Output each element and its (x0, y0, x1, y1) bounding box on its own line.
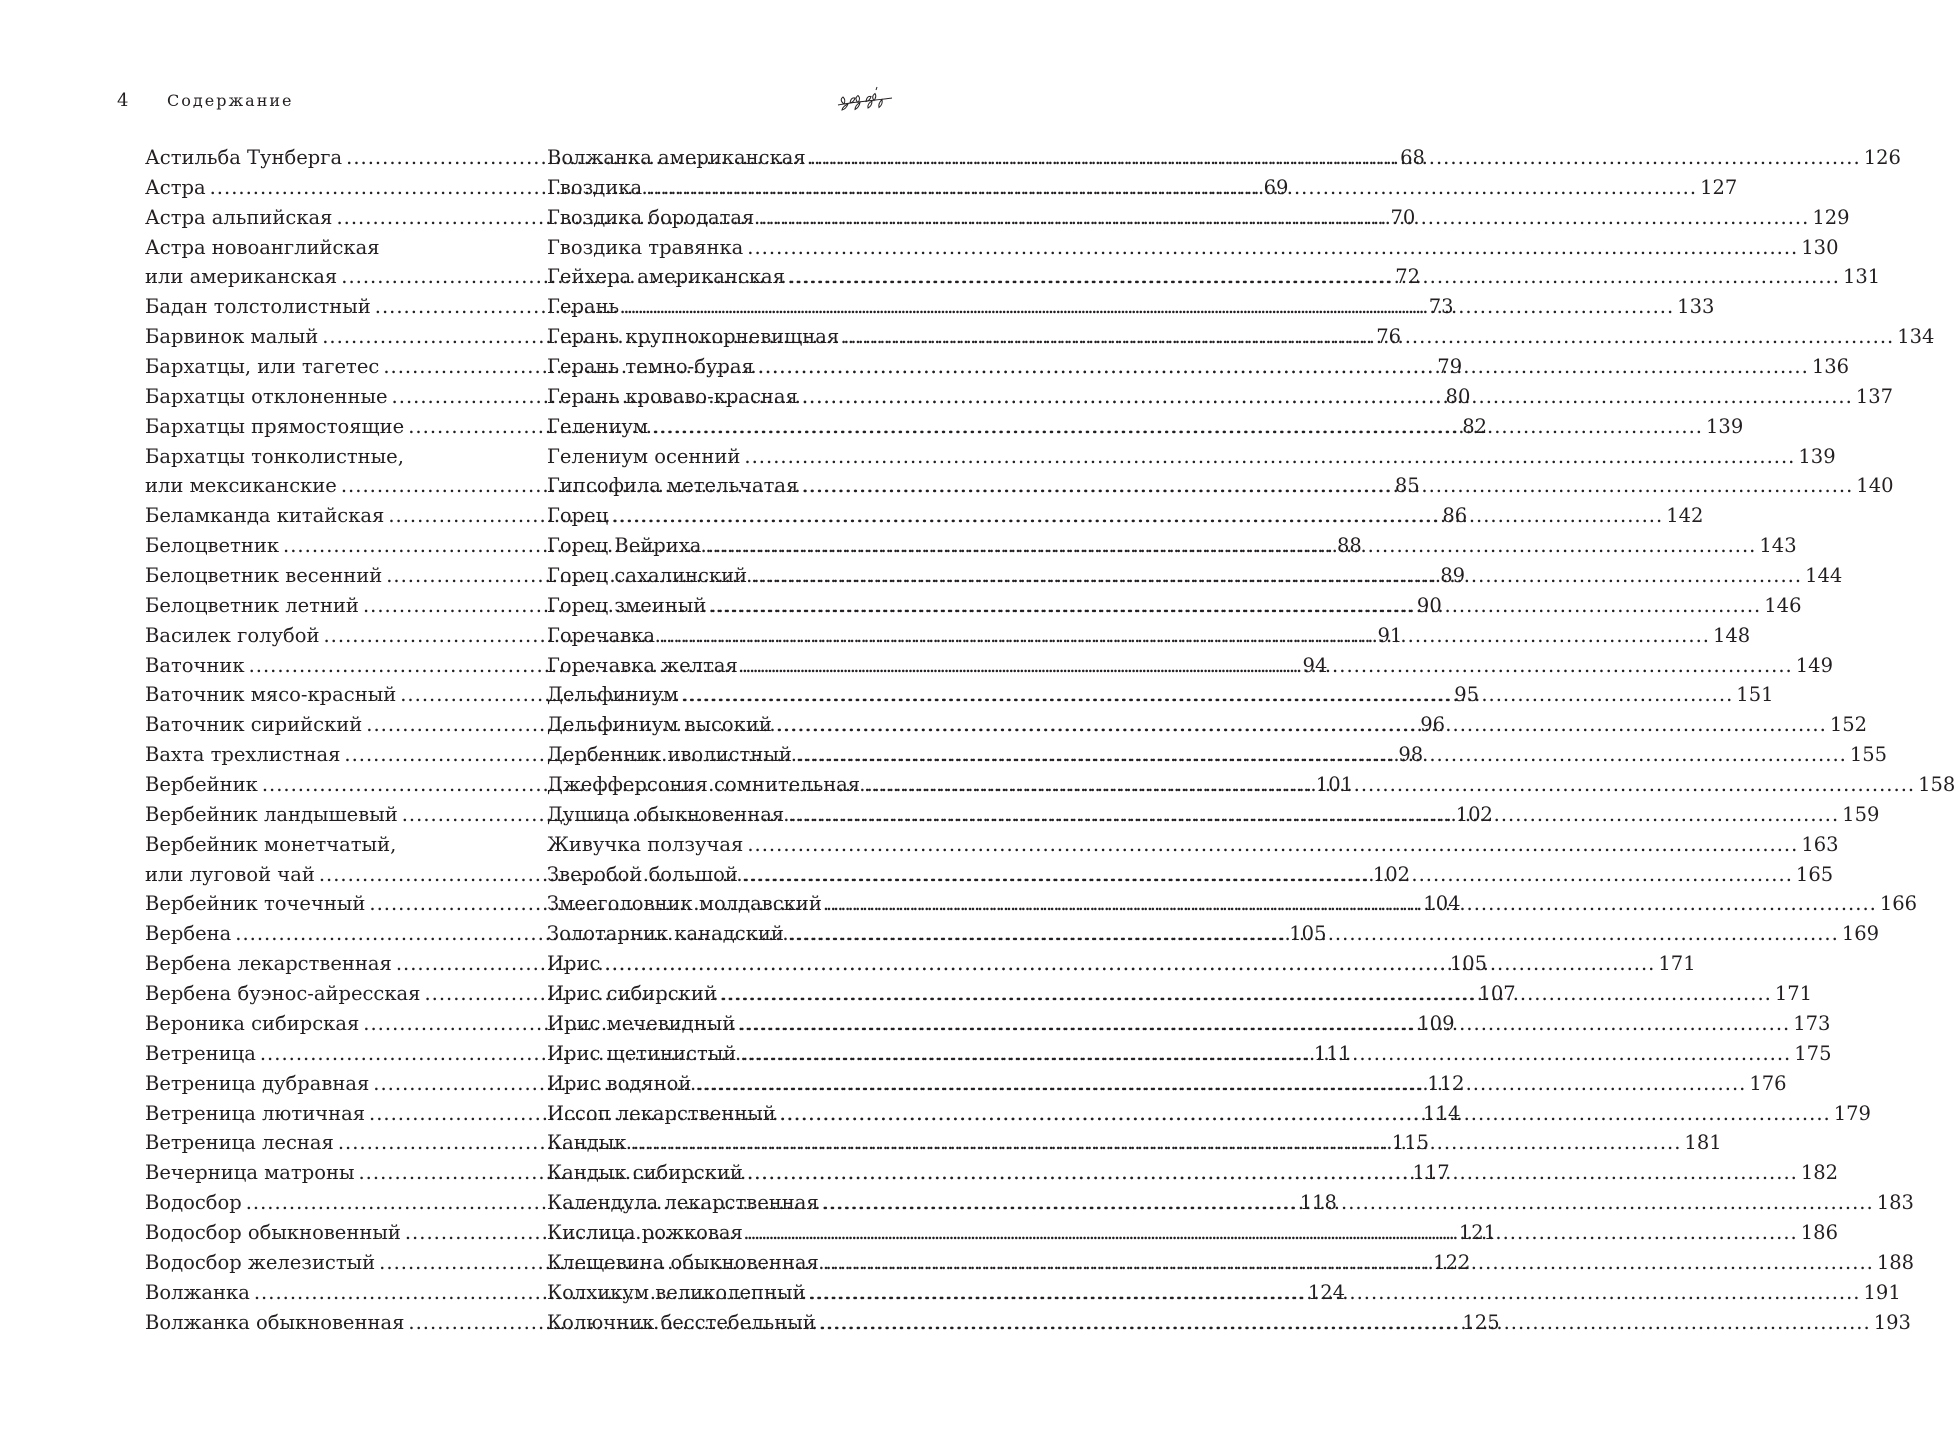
dot-leader (758, 203, 1809, 233)
toc-entry-title: Золотарник канадский (547, 922, 784, 946)
toc-entry-title: Волжанка обыкновенная (145, 1310, 405, 1334)
toc-entry-title: Иссоп лекарственный (547, 1101, 776, 1125)
toc-entry-title: Вербена лекарственная (145, 952, 392, 976)
dot-leader (659, 621, 1710, 651)
toc-entry-title: Белоцветник летний (145, 593, 359, 617)
toc-entry-page: 90 (1416, 593, 1442, 617)
toc-entry-title: Герань (547, 295, 620, 319)
toc-entry-title: Ирис (547, 952, 601, 976)
toc-entry (145, 830, 493, 860)
toc-entry-title: Кислица рожковая (547, 1220, 743, 1244)
toc-entry-title: Вербена (145, 922, 232, 946)
toc-entry-page: 171 (1658, 952, 1696, 976)
dot-leader (810, 1278, 1861, 1308)
dot-leader (823, 1248, 1874, 1278)
dot-leader (747, 1218, 1798, 1248)
toc-entry-page: 179 (1833, 1101, 1871, 1125)
dot-leader (652, 412, 1703, 442)
toc-entry-title: Астра альпийская (145, 205, 333, 229)
dot-leader (747, 830, 1798, 860)
toc-entry-title: Василек голубой (145, 623, 320, 647)
toc-entry-title: Ирис мечевидный (547, 1011, 736, 1035)
dot-leader (747, 233, 1798, 263)
toc-entry-page: 143 (1759, 534, 1797, 558)
toc-entry-title: Ваточник сирийский (145, 713, 363, 737)
toc-entry-page: 95 (1454, 683, 1480, 707)
toc-entry-title: Горечавка желтая (547, 653, 738, 677)
toc-entry-title: Гелениум осенний (547, 444, 741, 468)
running-head-title: Содержание (167, 91, 294, 110)
toc-entry-page: 73 (1428, 295, 1454, 319)
toc-entry-page: 118 (1299, 1191, 1337, 1215)
toc-entry-title: или мексиканские (145, 474, 337, 498)
toc-entry-page: 91 (1377, 623, 1403, 647)
toc-entry-title: Горец сахалинский (547, 564, 748, 588)
dot-leader (802, 382, 1853, 412)
toc-entry-page: 104 (1423, 892, 1461, 916)
toc-entry-title: Кандык (547, 1131, 627, 1155)
toc-entry-page: 171 (1774, 982, 1813, 1006)
toc-entry-title: Гвоздика (547, 175, 643, 199)
toc-entry-page: 149 (1795, 653, 1833, 677)
toc-entry-page: 148 (1712, 623, 1751, 647)
toc-entry-page: 89 (1440, 564, 1466, 588)
toc-entry-title: Ваточник мясо-красный (145, 683, 397, 707)
toc-entry-title: Душица обыкновенная (547, 802, 785, 826)
toc-entry-title: Клещевина обыкновенная (547, 1250, 819, 1274)
toc-entry-title: Водосбор обыкновенный (145, 1220, 401, 1244)
toc-entry-page: 146 (1764, 593, 1802, 617)
toc-entry-title: Вечерница матроны (145, 1161, 355, 1185)
toc-entry-page: 96 (1420, 713, 1446, 737)
toc-entry-title: Ирис сибирский (547, 982, 717, 1006)
toc-entry-title: Дельфиниум высокий (547, 713, 772, 737)
toc-entry-title: Дербенник иволистный (547, 743, 792, 767)
toc-entry-page: 144 (1805, 564, 1843, 588)
toc-entry-title: Вербейник (145, 773, 258, 797)
toc-entry-title: Бархатцы тонколистные, (145, 444, 404, 468)
toc-entry-page: 158 (1918, 773, 1955, 797)
toc-entry-page: 94 (1302, 653, 1328, 677)
toc-entry-page: 134 (1897, 325, 1935, 349)
toc-entry-title: Гипсофила метельчатая (547, 474, 799, 498)
toc-entry-title: Календула лекарственная (547, 1191, 819, 1215)
toc-entry-title: Колючник бесстебельный (547, 1310, 816, 1334)
toc-entry-page: 98 (1398, 743, 1424, 767)
toc-entry-page: 182 (1800, 1161, 1839, 1185)
toc-entry-page: 68 (1400, 146, 1425, 169)
toc-entry-title: Ветреница (145, 1041, 256, 1065)
toc-entry-page: 111 (1313, 1041, 1352, 1065)
toc-entry-page: 129 (1812, 205, 1850, 229)
page-number: 4 (117, 90, 129, 111)
toc-entry-page: 127 (1700, 175, 1738, 199)
toc-entry-title: Вербейник точечный (145, 892, 366, 916)
dot-leader (823, 1188, 1874, 1218)
leaf-branch-icon (830, 86, 894, 118)
toc-entry-page: 175 (1794, 1041, 1832, 1065)
toc-entry-title: Герань кроваво-красная (547, 384, 798, 408)
toc-entry-title: Горец (547, 504, 609, 528)
dot-leader (742, 651, 1793, 681)
toc-entry-page: 79 (1437, 355, 1463, 379)
toc-entry-page: 176 (1749, 1071, 1787, 1095)
toc-entry-title: Живучка ползучая (547, 832, 744, 856)
dot-leader (630, 1128, 1681, 1158)
toc-entry-page: 155 (1849, 743, 1888, 767)
toc-entry-page: 139 (1706, 414, 1744, 438)
toc-entry-page: 107 (1478, 982, 1516, 1006)
toc-entry-page: 159 (1842, 802, 1880, 826)
toc-entry (145, 233, 493, 263)
dot-leader (646, 173, 1697, 203)
toc-entry-page: 193 (1873, 1310, 1911, 1334)
toc-entry-title: Ветреница дубравная (145, 1071, 370, 1095)
page-header (0, 86, 987, 126)
toc-entry-title: Гейхера американская (547, 265, 785, 289)
dot-leader (682, 680, 1733, 710)
toc-entry-title: Беламканда китайская (145, 504, 385, 528)
toc-entry-title: Гвоздика бородатая (547, 205, 755, 229)
toc-entry-page: 165 (1795, 862, 1834, 886)
toc-entry-title: Вероника сибирская (145, 1011, 360, 1035)
toc-entry-page: 114 (1423, 1101, 1461, 1125)
toc-entry-title: Герань крупнокорневищная (547, 325, 840, 349)
toc-entry-title: Волжанка (145, 1280, 250, 1304)
dot-leader (695, 1069, 1746, 1099)
dot-leader (705, 531, 1756, 561)
dot-leader (604, 949, 1655, 979)
toc-entry-title: Бархатцы, или тагетес (145, 355, 380, 379)
toc-entry-page: 109 (1417, 1011, 1455, 1035)
dot-leader (740, 1039, 1791, 1069)
toc-entry-page: 102 (1455, 802, 1493, 826)
toc-entry-title: Водосбор железистый (145, 1250, 376, 1274)
toc-entry-page: 133 (1677, 295, 1715, 319)
toc-entry-page: 186 (1800, 1220, 1838, 1244)
dot-leader (810, 143, 1861, 173)
toc-entry-page: 126 (1863, 146, 1901, 169)
toc-entry-title: Астра новоанглийская (145, 235, 380, 259)
dot-leader (788, 919, 1839, 949)
toc-entry-title: Астра (145, 175, 206, 199)
dot-leader (802, 471, 1853, 501)
toc-entry-page: 139 (1798, 444, 1836, 468)
toc-entry-title: Ирис щетинистый (547, 1041, 737, 1065)
toc-entry-title: Джефферсония сомнительная (547, 773, 861, 797)
toc-entry-title: Кандык сибирский (547, 1161, 743, 1185)
toc-entry-page: 86 (1442, 504, 1468, 528)
toc-entry-title: или американская (145, 265, 338, 289)
dot-leader (742, 860, 1793, 890)
toc-entry-page: 188 (1876, 1250, 1915, 1274)
toc-entry-title: Дельфиниум (547, 683, 679, 707)
toc-entry-title: Зверобой большой (547, 862, 738, 886)
toc-entry-title: Бархатцы прямостоящие (145, 414, 405, 438)
dot-leader (820, 1308, 1871, 1338)
toc-entry-page: 142 (1666, 504, 1704, 528)
dot-leader (826, 889, 1877, 919)
toc-entry-page: 70 (1390, 205, 1416, 229)
toc-entry-page: 105 (1289, 922, 1327, 946)
toc-entry-page: 173 (1793, 1011, 1831, 1035)
toc-entry-page: 72 (1395, 265, 1421, 289)
dot-leader (747, 1158, 1798, 1188)
toc-entry-page: 88 (1337, 534, 1362, 558)
toc-entry-title: Гвоздика травянка (547, 235, 744, 259)
toc-entry-page: 130 (1801, 235, 1839, 259)
toc-entry-page: 136 (1811, 355, 1850, 379)
toc-entry-page: 137 (1855, 384, 1894, 408)
toc-entry-page: 76 (1376, 325, 1402, 349)
toc-entry (145, 442, 493, 472)
toc-entry-title: Вербейник монетчатый, (145, 832, 397, 856)
toc-entry-title: Ветреница лесная (145, 1131, 334, 1155)
toc-entry-title: Астильба Тунберга (145, 146, 343, 169)
dot-leader (612, 501, 1663, 531)
dot-leader (721, 979, 1772, 1009)
toc-entry-title: Вахта трехлистная (145, 743, 341, 767)
toc-entry-title: Герань темно-бурая (547, 355, 754, 379)
dot-leader (789, 262, 1840, 292)
toc-entry-page: 101 (1315, 773, 1354, 797)
toc-entry-title: Белоцветник весенний (145, 564, 383, 588)
dot-leader (758, 352, 1809, 382)
toc-entry-page: 115 (1391, 1131, 1430, 1155)
toc-entry-page: 191 (1863, 1280, 1901, 1304)
dot-leader (843, 322, 1894, 352)
toc-entry (547, 233, 1839, 263)
toc-entry-page: 121 (1458, 1220, 1497, 1244)
toc-entry-page: 85 (1394, 474, 1420, 498)
dot-leader (788, 800, 1839, 830)
dot-leader (864, 770, 1915, 800)
toc-entry-title: Колхикум великолепный (547, 1280, 806, 1304)
dot-leader (623, 292, 1674, 322)
toc-entry-page: 117 (1412, 1161, 1450, 1185)
toc-entry-page: 122 (1433, 1250, 1471, 1274)
toc-entry-page: 131 (1842, 265, 1881, 289)
dot-leader (780, 1099, 1831, 1129)
toc-entry-title: или луговой чай (145, 862, 315, 886)
dot-leader (796, 740, 1847, 770)
toc-entry-page: 102 (1372, 862, 1411, 886)
toc-entry (547, 830, 1839, 860)
toc-entry-page: 140 (1856, 474, 1894, 498)
toc-entry-page: 152 (1829, 713, 1868, 737)
toc-entry-page: 151 (1736, 683, 1774, 707)
toc-entry-title: Ирис водяной (547, 1071, 692, 1095)
toc-entry-page: 181 (1684, 1131, 1722, 1155)
toc-entry-page: 112 (1427, 1071, 1465, 1095)
toc-entry-title: Ветреница лютичная (145, 1101, 366, 1125)
toc-entry-page: 183 (1876, 1191, 1914, 1215)
toc-entry-title: Ваточник (145, 653, 245, 677)
dot-leader (744, 442, 1795, 472)
dot-leader (776, 710, 1827, 740)
toc-entry-page: 124 (1307, 1280, 1346, 1304)
toc-entry-title: Вербена буэнос-айресская (145, 982, 421, 1006)
toc-entry-title: Волжанка американская (547, 146, 806, 169)
toc-entry-title: Барвинок малый (145, 325, 319, 349)
toc-entry-page: 166 (1879, 892, 1918, 916)
toc-entry-title: Гелениум (547, 414, 649, 438)
toc-entry-title: Вербейник ландышевый (145, 802, 398, 826)
toc-entry-title: Горец змеиный (547, 593, 707, 617)
toc-entry-page: 163 (1801, 832, 1839, 856)
toc-entry-page: 125 (1462, 1310, 1500, 1334)
toc-entry-page: 82 (1462, 414, 1488, 438)
toc-entry-page: 69 (1263, 175, 1289, 199)
toc-entry-title: Водосбор (145, 1191, 242, 1215)
toc-entry-title: Горечавка (547, 623, 655, 647)
toc-entry-page: 105 (1449, 952, 1488, 976)
dot-leader (751, 561, 1802, 591)
toc-entry-title: Бархатцы отклоненные (145, 384, 388, 408)
toc-entry-title: Горец Вейриха (547, 534, 702, 558)
toc-entry-title: Бадан толстолистный (145, 295, 371, 319)
dot-leader (710, 591, 1761, 621)
toc-entry-title: Белоцветник (145, 534, 280, 558)
dot-leader (739, 1009, 1790, 1039)
toc-entry-page: 169 (1841, 922, 1880, 946)
toc-entry (547, 442, 1836, 472)
toc-entry-page: 80 (1445, 384, 1471, 408)
toc-entry-title: Змееголовник молдавский (547, 892, 822, 916)
